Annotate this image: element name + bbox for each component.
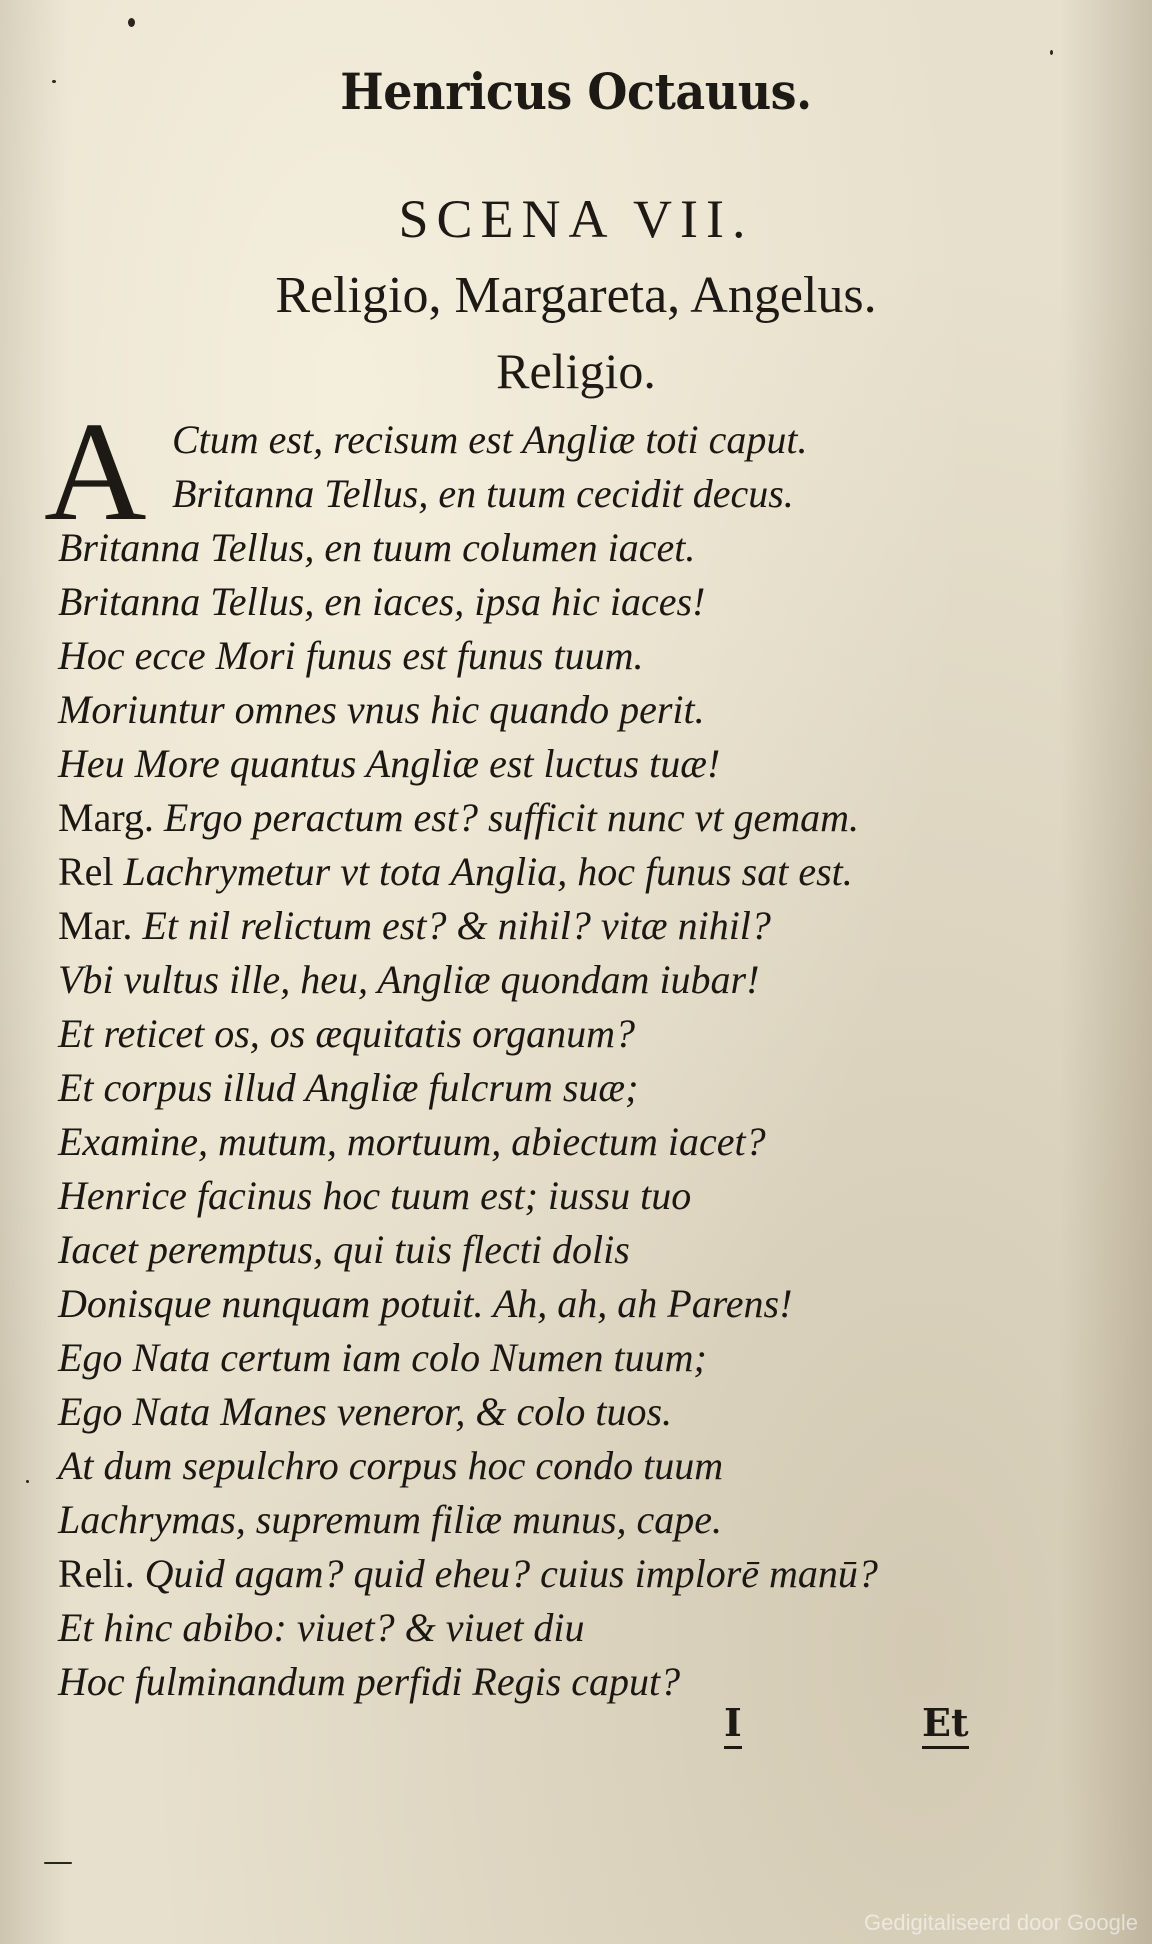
verse-line-text: Moriuntur omnes vnus hic quando perit. bbox=[58, 687, 705, 732]
verse-line bbox=[58, 1115, 766, 1169]
signature-mark: I bbox=[724, 1700, 742, 1749]
drop-cap: A bbox=[44, 392, 147, 550]
verse-line bbox=[58, 1439, 723, 1493]
verse-line-text: Britanna Tellus, en tuum cecidit decus. bbox=[172, 471, 794, 516]
verse-line-text: Heu More quantus Angliæ est luctus tuæ! bbox=[58, 741, 721, 786]
paper-speck bbox=[26, 1480, 29, 1483]
speaker-label: Reli. bbox=[58, 1551, 135, 1596]
verse-line-text: At dum sepulchro corpus hoc condo tuum bbox=[58, 1443, 724, 1488]
verse-line-text: Et nil relictum est? & nihil? vitæ nihil? bbox=[142, 903, 771, 948]
speaker-label: Marg. bbox=[58, 795, 154, 840]
verse-line bbox=[172, 467, 794, 521]
verse-line-text: Ctum est, recisum est Angliæ toti caput. bbox=[172, 417, 808, 462]
verse-line-text: Quid agam? quid eheu? cuius implorē manū? bbox=[144, 1551, 878, 1596]
verse-line-text: Iacet peremptus, qui tuis flecti dolis bbox=[58, 1227, 630, 1272]
verse-line bbox=[58, 1601, 585, 1655]
catchword: Et bbox=[922, 1700, 969, 1749]
verse-line-text: Britanna Tellus, en tuum columen iacet. bbox=[58, 525, 696, 570]
verse-line-text: Lachrymas, supremum filiæ munus, cape. bbox=[58, 1497, 723, 1542]
verse-line bbox=[58, 1385, 672, 1439]
verse-line-text: Examine, mutum, mortuum, abiectum iacet? bbox=[58, 1119, 766, 1164]
first-speaker-heading: Religio. bbox=[496, 343, 656, 399]
verse-line bbox=[58, 1331, 707, 1385]
verse-line-text: Ego Nata certum iam colo Numen tuum; bbox=[58, 1335, 707, 1380]
verse-line bbox=[58, 1169, 691, 1223]
scene-title: SCENA VII. bbox=[398, 189, 754, 249]
verse-line bbox=[58, 629, 643, 683]
verse-line-text: Henrice facinus hoc tuum est; iussu tuo bbox=[58, 1173, 692, 1218]
verse-line bbox=[58, 1061, 638, 1115]
verse-line bbox=[58, 737, 720, 791]
verse-line-text: Britanna Tellus, en iaces, ipsa hic iaces! bbox=[58, 579, 706, 624]
verse-line-text: Et corpus illud Angliæ fulcrum suæ; bbox=[58, 1065, 639, 1110]
verse-line bbox=[58, 683, 705, 737]
running-head: Henricus Octauus. bbox=[340, 62, 812, 121]
verse-line-text: Et reticet os, os æquitatis organum? bbox=[58, 1011, 636, 1056]
verse-line-text: Hoc fulminandum perfidi Regis caput? bbox=[58, 1659, 681, 1704]
paper-speck bbox=[1050, 50, 1053, 55]
verse-line bbox=[58, 1007, 635, 1061]
verse-line-text: Et hinc abibo: viuet? & viuet diu bbox=[58, 1605, 585, 1650]
paper-speck bbox=[44, 1862, 72, 1864]
verse-line bbox=[58, 1493, 722, 1547]
verse-line bbox=[58, 521, 695, 575]
digitization-watermark: Gedigitaliseerd door Google bbox=[864, 1910, 1138, 1935]
verse-line bbox=[58, 791, 859, 845]
verse-line-text: Vbi vultus ille, heu, Angliæ quondam iubar! bbox=[58, 957, 760, 1002]
verse-line bbox=[58, 1655, 680, 1709]
verse-line-text: Hoc ecce Mori funus est funus tuum. bbox=[58, 633, 644, 678]
verse-line bbox=[58, 953, 759, 1007]
verse-line bbox=[58, 899, 771, 953]
speaker-label: Mar. bbox=[58, 903, 133, 948]
speaker-label: Rel bbox=[58, 849, 114, 894]
verse-line bbox=[58, 1277, 792, 1331]
verse-line bbox=[172, 413, 808, 467]
verse-line-text: Ego Nata Manes veneror, & colo tuos. bbox=[58, 1389, 673, 1434]
verse-line bbox=[58, 845, 853, 899]
verse-line bbox=[58, 1547, 878, 1601]
paper-speck bbox=[128, 18, 135, 27]
verse-line-text: Ergo peractum est? sufficit nunc vt gemam. bbox=[163, 795, 859, 840]
verse-line bbox=[58, 1223, 630, 1277]
verse-line bbox=[58, 575, 705, 629]
scene-cast: Religio, Margareta, Angelus. bbox=[275, 267, 877, 324]
verse-line-text: Lachrymetur vt tota Anglia, hoc funus sat est. bbox=[123, 849, 853, 894]
verse-line-text: Donisque nunquam potuit. Ah, ah, ah Parens! bbox=[58, 1281, 793, 1326]
